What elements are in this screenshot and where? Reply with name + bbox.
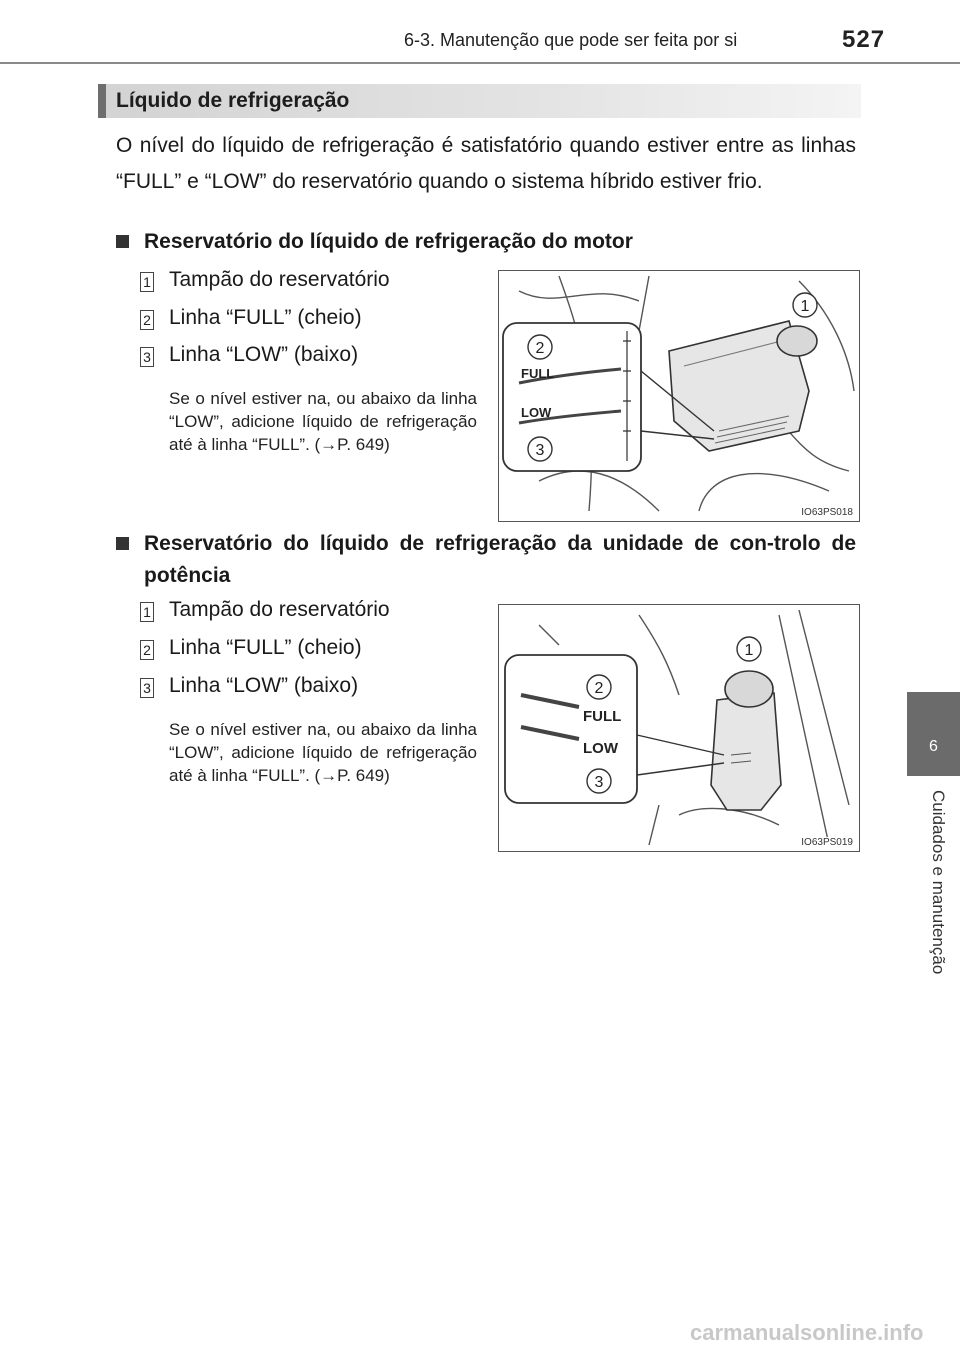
callout-number: 3 (594, 774, 604, 791)
number-badge: 3 (140, 678, 154, 698)
engine-reservoir-figure (498, 270, 860, 522)
chapter-label: Cuidados e manutenção (929, 790, 948, 975)
square-bullet-icon (116, 235, 129, 248)
number-badge: 1 (140, 602, 154, 622)
callout-number: 2 (594, 680, 604, 697)
chapter-number: 6 (929, 738, 938, 755)
reservoir-tank (711, 693, 781, 810)
square-bullet-icon (116, 537, 129, 550)
chapter-tab (907, 692, 960, 776)
callout-box (503, 323, 641, 471)
number-badge: 1 (140, 272, 154, 292)
page-number: 527 (842, 26, 886, 53)
number-badge: 3 (140, 347, 154, 367)
low-line-label: LOW (583, 740, 618, 757)
list-item-label: Linha “LOW” (baixo) (169, 674, 359, 697)
list-item-label: Tampão do reservatório (169, 268, 390, 291)
callout-number: 2 (535, 340, 545, 357)
header-title: 6-3. Manutenção que pode ser feita por si (404, 30, 738, 50)
callout-number: 1 (800, 298, 810, 315)
full-line-label: FULL (583, 708, 622, 725)
note-text: Se o nível estiver na, ou abaixo da linha “LOW”, adicione líquido de refrigeração até à linha “FULL”. (→P. 649) (169, 720, 477, 785)
section-title-bar (98, 84, 861, 118)
engine-reservoir-illustration (499, 271, 859, 521)
callout-number: 1 (744, 642, 754, 659)
list-item-label: Linha “LOW” (baixo) (169, 343, 359, 366)
reservoir-cap (725, 671, 773, 707)
figure-code: IO63PS018 (801, 507, 853, 518)
subheading-text: Reservatório do líquido de refrigeração da unidade de con-trolo de potência (144, 532, 856, 587)
subheading-pcu-reservoir (116, 528, 856, 592)
note-text: Se o nível estiver na, ou abaixo da linha “LOW”, adicione líquido de refrigeração até à linha “FULL”. (→P. 649) (169, 389, 477, 454)
number-badge: 2 (140, 310, 154, 330)
low-line-label: LOW (521, 405, 552, 420)
full-line-label: FULL (521, 366, 555, 381)
list-item-label: Linha “FULL” (cheio) (169, 636, 362, 659)
header-rule (0, 62, 960, 64)
list-item-label: Tampão do reservatório (169, 598, 390, 621)
figure-code: IO63PS019 (801, 837, 853, 848)
intro-paragraph: O nível do líquido de refrigeração é satisfatório quando estiver entre as linhas “FULL” e “LOW” do reservatório quando o sistema híbrido estiver frio. (116, 134, 856, 193)
subheading-engine-reservoir (116, 226, 856, 258)
subheading-text: Reservatório do líquido de refrigeração do motor (144, 230, 633, 253)
pcu-reservoir-illustration (499, 605, 859, 851)
section-title-accent (98, 84, 106, 118)
watermark: carmanualsonline.info (690, 1320, 924, 1345)
list-item-label: Linha “FULL” (cheio) (169, 306, 362, 329)
pcu-reservoir-figure (498, 604, 860, 852)
reservoir-cap (777, 326, 817, 356)
callout-number: 3 (535, 442, 545, 459)
section-title: Líquido de refrigeração (116, 89, 350, 112)
number-badge: 2 (140, 640, 154, 660)
